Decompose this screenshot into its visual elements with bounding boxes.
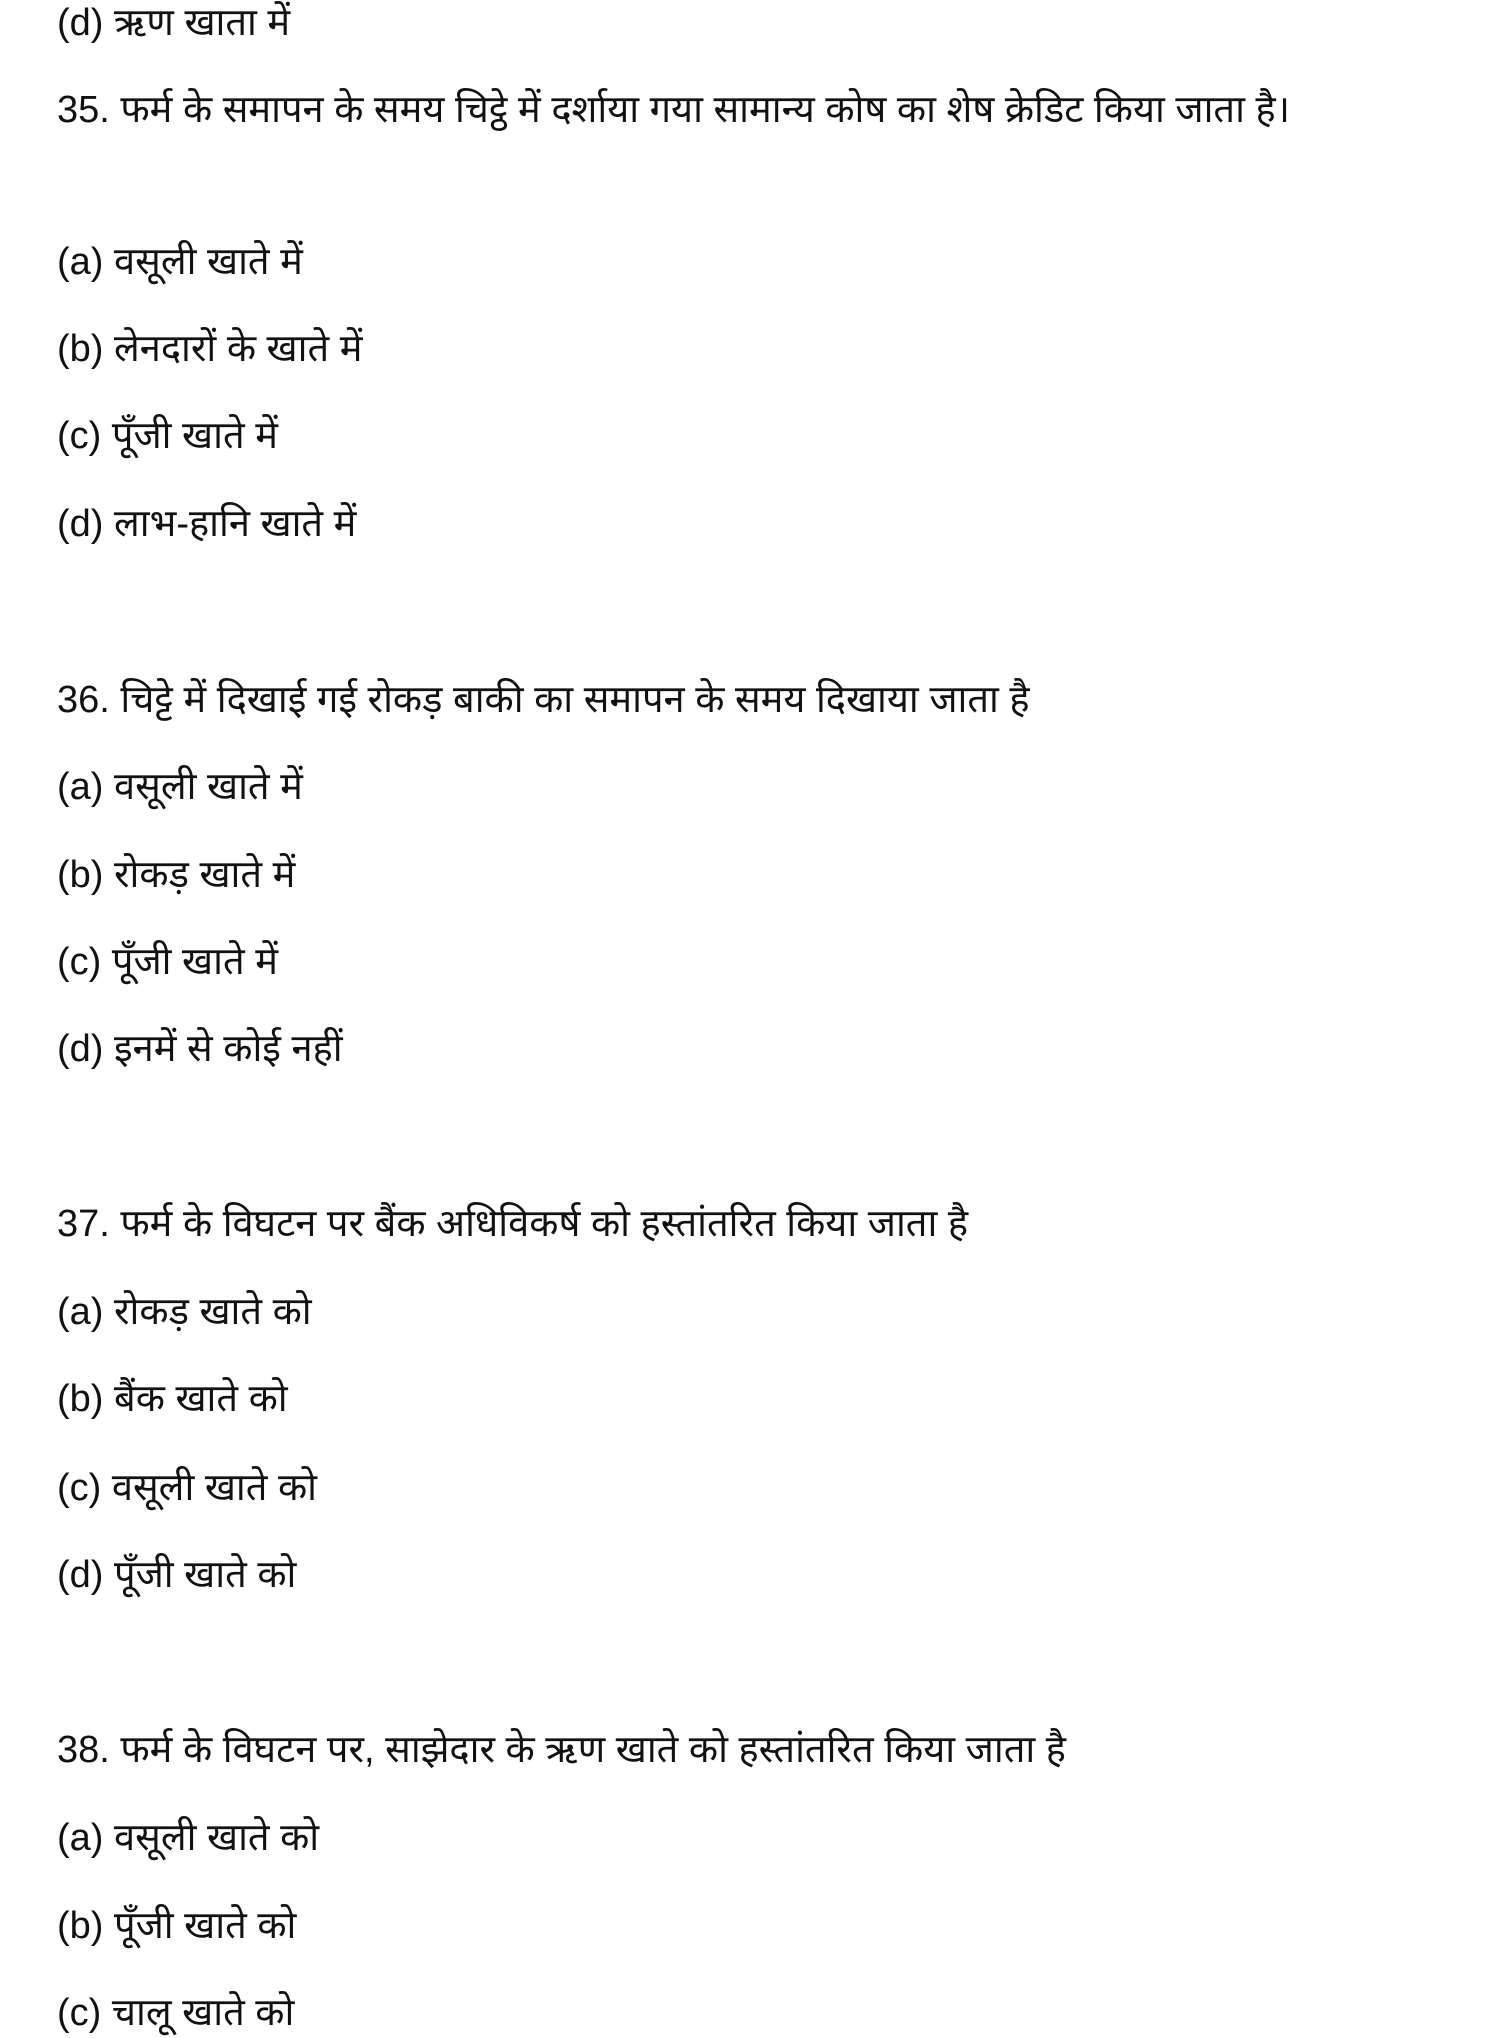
question-38: 38. फर्म के विघटन पर, साझेदार के ऋण खाते को हस्तांतरित किया जाता है bbox=[57, 1729, 1066, 1771]
question-37: 37. फर्म के विघटन पर बैंक अधिविकर्ष को हस्तांतरित किया जाता है bbox=[57, 1203, 969, 1245]
option-d: (d) इनमें से कोई नहीं bbox=[57, 1028, 343, 1070]
option-a: (a) रोकड़ खाते को bbox=[57, 1291, 312, 1333]
option-b: (b) लेनदारों के खाते में bbox=[57, 328, 363, 370]
question-35: 35. फर्म के समापन के समय चिट्ठे में दर्शाया गया सामान्य कोष का शेष क्रेडिट किया जाता है। bbox=[57, 89, 1291, 131]
option-d: (d) लाभ-हानि खाते में bbox=[57, 503, 357, 545]
question-36: 36. चिट्टे में दिखाई गई रोकड़ बाकी का समापन के समय दिखाया जाता है bbox=[57, 679, 1030, 721]
option-d: (d) पूँजी खाते को bbox=[57, 1554, 297, 1596]
option-b: (b) रोकड़ खाते में bbox=[57, 854, 296, 896]
option-c: (c) चालू खाते को bbox=[57, 1992, 295, 2034]
option-a: (a) वसूली खाते को bbox=[57, 1817, 320, 1859]
option-c: (c) पूँजी खाते में bbox=[57, 941, 278, 983]
option-a: (a) वसूली खाते में bbox=[57, 241, 303, 283]
option-d: (d) ऋण खाता में bbox=[57, 2, 291, 44]
option-a: (a) वसूली खाते में bbox=[57, 766, 303, 808]
option-b: (b) पूँजी खाते को bbox=[57, 1905, 297, 1947]
option-b: (b) बैंक खाते को bbox=[57, 1378, 288, 1420]
option-c: (c) वसूली खाते को bbox=[57, 1467, 318, 1509]
option-c: (c) पूँजी खाते में bbox=[57, 415, 278, 457]
